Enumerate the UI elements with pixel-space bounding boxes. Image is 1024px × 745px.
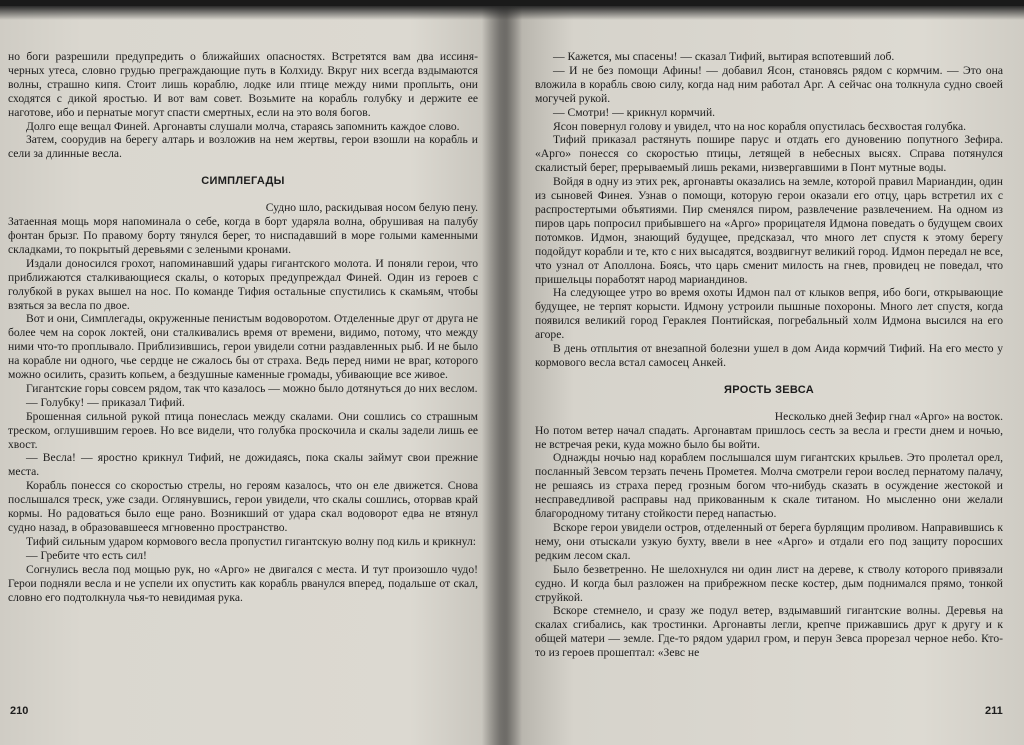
paragraph: Войдя в одну из этих рек, аргонавты оказались на земле, которой правил Мариандин, один из сыновей Финея. Узнав о помощи, которую герои оказали его отцу, царь встретил их с распростертыми объятиями. Пир сменялся пиром, развлечение развлечением. На одном из пиров царь попросил прибывшего на «Арго» прорицателя Идмона поведать о будущем своих потомков. Идмон, знающий будущее, предсказал, что много лет спустя к этому берегу подойдут корабли и те, кто с них высадятся, воздвигнут великий город. Идмон передал не все, что узнал от Аполлона. Боясь, что царь сменит милость на гнев, провидец не поведал, что пришельцы поработят народ мариандинов. [535,175,1003,286]
page-number-left: 210 [10,705,29,717]
paragraph: Затем, соорудив на берегу алтарь и возложив на нем жертвы, герои взошли на корабль и сели за длинные весла. [8,133,478,161]
book-gutter [482,6,522,745]
paragraph: Ясон повернул голову и увидел, что на нос корабля опустилась бесхвостая голубка. [553,119,967,133]
paragraph: Согнулись весла под мощью рук, но «Арго» не двигался с места. И тут произошло чудо! Герои подняли весла и не успели их опустить как корабль рванулся вперед, подальше от скал, словно его подтолкнула чья-то невидимая рука. [8,562,478,604]
page-number-right: 211 [985,705,1003,717]
section-first-line: Несколько дней Зефир гнал «Арго» на восток. [774,409,1003,423]
right-page [535,50,1003,660]
paragraph: — Голубку! — приказал Тифий. [26,395,185,409]
paragraph: — И не без помощи Афины! — добавил Ясон, становясь рядом с кормчим. — Это она вложила в корабль свою силу, когда над ним работал Арг. А сейчас она толкнула судно своей могучей рукой. [535,63,1003,105]
paragraph: Гигантские горы совсем рядом, так что казалось — можно было дотянуться до них веслом. [26,381,478,395]
paragraph: — Весла! — яростно крикнул Тифий, не дожидаясь, пока скалы займут свои прежние места. [8,451,478,479]
paragraph: Однажды ночью над кораблем послышался шум гигантских крыльев. Это пролетал орел, посланный Зевсом терзать печень Прометея. Молча смотрели герои вослед пернатому палачу, не решаясь из страха перед грозным богом что-нибудь сказать в осуждение жестокой и несправедливой расправы над прикованным к скале титаном. Но мысленно они желали благородному титану стойкости перед напастью. [535,451,1003,521]
paragraph: Вот и они, Симплегады, окруженные пенистым водоворотом. Отделенные друг от друга не более чем на сорок локтей, они сталкивались время от времени, видимо, потому, что между ними что-то проплывало. Приблизившись, герои увидели сотни раздавленных рыб. И не было на корабле ни одного, чье сердце не сжалось бы от страха. Ведь перед ними не враг, которого можно осилить, сразить копьем, а бездушные каменные громады, убивающие все живое. [8,312,478,382]
paragraph: На следующее утро во время охоты Идмон пал от клыков вепря, ибо боги, открывающие будущее, не терпят корысти. Идмону устроили пышные похороны. Много лет спустя, когда появился великий город Гераклея Понтийская, погребальный холм Идмона высился на его агоре. [535,286,1003,342]
paragraph: Корабль понесся со скоростью стрелы, но героям казалось, что он еле движется. Снова послышался треск, уже сзади. Оглянувшись, герои увидели, что скалы сошлись, оторвав край кормы. Но радоваться было еще рано. Возникший от удара скал водоворот едва не втянул судно назад, в образовавшееся мгновенно пространство. [8,479,478,534]
left-page [8,50,478,604]
paragraph: Тифий приказал растянуть пошире парус и отдать его дуновению попутного Зефира. «Арго» понесся со скоростью птицы, летящей в небесных высях. Справа потянулся скалистый берег, прерываемый лишь реками, низвергавшими в Понт мутные воды. [535,133,1003,175]
paragraph: Было безветренно. Не шелохнулся ни один лист на дереве, к стволу которого привязали судно. И когда был разложен на прибрежном песке костер, дым поднимался прямо, тонкой струйкой. [535,562,1003,604]
paragraph: Но потом ветер начал спадать. Аргонавтам пришлось сесть за весла и грести днем и ночью, не встречая реки, куда можно было бы войти. [535,423,1003,451]
paragraph: Брошенная сильной рукой птица понеслась между скалами. Они сошлись со страшным треском, оглушившим героев. Но все видели, что голубка проскочила и скалы задели лишь ее хвост. [8,409,478,451]
paragraph: Вскоре стемнело, и сразу же подул ветер, вздымавший гигантские волны. Деревья на скалах сгибались, как тростинки. Аргонавты легли, крепче прижавшись друг к другу и к общей матери — земле. Где-то рядом ударил гром, и перун Зевса прорезал черное небо. Кто-то из героев прошептал: «Зевс не [535,604,1003,660]
paragraph: но боги разрешили предупредить о ближайших опасностях. Встретятся вам два иссиня-черных утеса, словно грудью преграждающие путь в Колхиду. Вкруг них всегда вздымаются волны, страшно кипя. Стоит лишь кораблю, лодке или птице между ними проплыть, они сходятся с дикой яростью. И вот вам совет. Возьмите на корабль голубку и держите ее наготове, ибо и пернатые могут спасти смертных, если на это воля богов. [8,50,478,119]
paragraph: — Смотри! — крикнул кормчий. [553,105,716,119]
paragraph: — Кажется, мы спасены! — сказал Тифий, вытирая вспотевший лоб. [553,50,895,63]
paragraph: Долго еще вещал Финей. Аргонавты слушали молча, стараясь запомнить каждое слово. [26,119,460,133]
paragraph: Вскоре герои увидели остров, отделенный от берега бурлящим проливом. Направившись к нему, они отыскали узкую бухту, ввели в нее «Арго» и отдали его под защиту поросших редким лесом скал. [535,521,1003,562]
paragraph: Тифий сильным ударом кормового весла пропустил гигантскую волну под киль и крикнул: [26,534,476,548]
book-spread [0,6,1024,745]
section-first-line: Судно шло, раскидывая носом белую пену. [265,201,478,215]
paragraph: В день отплытия от внезапной болезни ушел в дом Аида кормчий Тифий. На его место у кормового весла встал самосец Анкей. [535,342,1003,369]
section-heading: СИМПЛЕГАДЫ [201,175,285,188]
section-heading: ЯРОСТЬ ЗЕВСА [724,383,814,396]
paragraph: Затаенная мощь моря напоминала о себе, когда в борт ударяла волна, обрушивая на палубу фонтан брызг. По правому борту тянулся берег, то ниспадавший в море голыми каменными складками, то покрытый деревьями с зелеными кронами. [8,215,478,256]
paragraph: Издали доносился грохот, напоминавший удары гигантского молота. И поняли герои, что приближаются сталкивающиеся скалы, о которых предупреждал Финей. Один из героев с голубкой в руках вышел на нос. По команде Тифия остальные спустились к скамьям, чтобы взяться за весла по двое. [8,256,478,312]
paragraph: — Гребите что есть сил! [26,548,147,562]
